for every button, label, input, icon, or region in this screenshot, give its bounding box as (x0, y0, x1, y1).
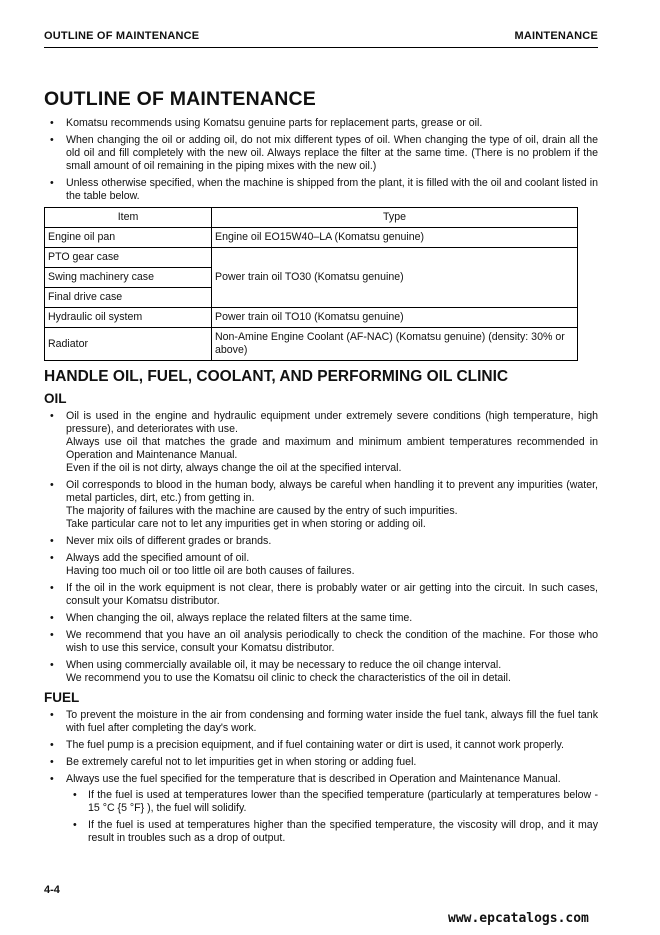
paragraph-line: Even if the oil is not dirty, always change the oil at the specified interval. (66, 462, 402, 474)
paragraph-line: Take particular care not to let any impurities get in when storing or adding oil. (66, 518, 426, 530)
oil-heading: OIL (44, 391, 67, 406)
table-row (45, 248, 578, 268)
paragraph-line: • Oil is used in the engine and hydraulic equipment under extremely severe conditions (high temperature, high pressure), and deteriorates with use. (66, 410, 598, 435)
table-cell-item: PTO gear case (45, 248, 212, 268)
oil-list (44, 410, 598, 685)
running-header (44, 30, 598, 46)
table-row (45, 228, 578, 248)
table-row (45, 308, 578, 328)
paragraph-line: We recommend you to use the Komatsu oil clinic to check the characteristics of the oil in detail. (66, 672, 511, 684)
oil-bullet: • We recommend that you have an oil analysis periodically to check the condition of the machine. For those who wish to use this service, consult your Komatsu distributor. (44, 629, 598, 655)
oil-bullet: • If the oil in the work equipment is not clear, there is probably water or air getting into the circuit. In such cases, consult your Komatsu distributor. (44, 582, 598, 608)
intro-bullet: • Unless otherwise specified, when the machine is shipped from the plant, it is filled with the oil and coolant listed in the table below. (44, 177, 598, 203)
paragraph-line: Always use oil that matches the grade and maximum and minimum ambient temperatures recommended in Operation and Maintenance Manual. (66, 436, 598, 461)
table-cell-type: Power train oil TO30 (Komatsu genuine) (212, 248, 578, 308)
oil-bullet: • When changing the oil, always replace the related filters at the same time. (44, 612, 598, 625)
paragraph-line: • When using commercially available oil, it may be necessary to reduce the oil change interval. (66, 659, 502, 671)
column-header-item: Item (45, 208, 212, 228)
fuel-list (44, 709, 598, 845)
paragraph-line: • Always use the fuel specified for the temperature that is described in Operation and Maintenance Manual. (66, 773, 561, 785)
header-section-title: MAINTENANCE (514, 30, 598, 42)
fuel-sub-bullet: • If the fuel is used at temperatures lower than the specified temperature (particularly at temperatures below - 15 °C {5 °F} ), the fuel will solidify. (66, 789, 598, 815)
fuel-sub-bullet: • If the fuel is used at temperatures higher than the specified temperature, the viscosity will drop, and it may result in troubles such as a drop of output. (66, 819, 598, 845)
watermark-link[interactable]: www.epcatalogs.com (448, 911, 589, 926)
intro-list (44, 117, 598, 203)
oil-bullet (44, 479, 598, 531)
oil-bullet (44, 410, 598, 475)
table-cell-item: Hydraulic oil system (45, 308, 212, 328)
paragraph-line: Having too much oil or too little oil are both causes of failures. (66, 565, 355, 577)
oil-coolant-table (44, 207, 578, 361)
fuel-sub-list (66, 789, 598, 845)
table-cell-type: Non-Amine Engine Coolant (AF-NAC) (Komatsu genuine) (density: 30% or above) (212, 328, 578, 361)
page-number: 4-4 (44, 884, 60, 896)
oil-bullet (44, 659, 598, 685)
fuel-bullet: • The fuel pump is a precision equipment, and if fuel containing water or dirt is used, it cannot work properly. (44, 739, 598, 752)
paragraph-line: • Oil corresponds to blood in the human body, always be careful when handling it to prevent any impurities (water, metal particles, dirt, etc.) from getting in. (66, 479, 598, 504)
table-cell-item: Final drive case (45, 288, 212, 308)
table-cell-type: Power train oil TO10 (Komatsu genuine) (212, 308, 578, 328)
page-title: OUTLINE OF MAINTENANCE (44, 88, 316, 110)
table-cell-item: Engine oil pan (45, 228, 212, 248)
fuel-bullet: • Be extremely careful not to let impurities get in when storing or adding fuel. (44, 756, 598, 769)
column-header-type: Type (212, 208, 578, 228)
oil-bullet: • Never mix oils of different grades or brands. (44, 535, 598, 548)
table-cell-item: Swing machinery case (45, 268, 212, 288)
header-rule (44, 47, 598, 48)
fuel-heading: FUEL (44, 690, 80, 705)
page-content (44, 88, 598, 849)
paragraph-line: • Always add the specified amount of oil. (66, 552, 250, 564)
paragraph-line: The majority of failures with the machine are caused by the entry of such impurities. (66, 505, 458, 517)
table-cell-item: Radiator (45, 328, 212, 361)
table-header-row (45, 208, 578, 228)
fuel-bullet (44, 773, 598, 845)
oil-bullet (44, 552, 598, 578)
section-heading: HANDLE OIL, FUEL, COOLANT, AND PERFORMING OIL CLINIC (44, 368, 509, 385)
intro-bullet: • When changing the oil or adding oil, do not mix different types of oil. When changing the type of oil, drain all the old oil and fill completely with the new oil. Always replace the filter at the same time. (There is no problem if the small amount of oil remaining in the piping mixes with the new oil.) (44, 134, 598, 173)
fuel-bullet: • To prevent the moisture in the air from condensing and forming water inside the fuel tank, always fill the fuel tank with fuel after completing the day's work. (44, 709, 598, 735)
header-chapter-title: OUTLINE OF MAINTENANCE (44, 30, 200, 42)
intro-bullet: • Komatsu recommends using Komatsu genuine parts for replacement parts, grease or oil. (44, 117, 598, 130)
table-row (45, 328, 578, 361)
table-cell-type: Engine oil EO15W40–LA (Komatsu genuine) (212, 228, 578, 248)
